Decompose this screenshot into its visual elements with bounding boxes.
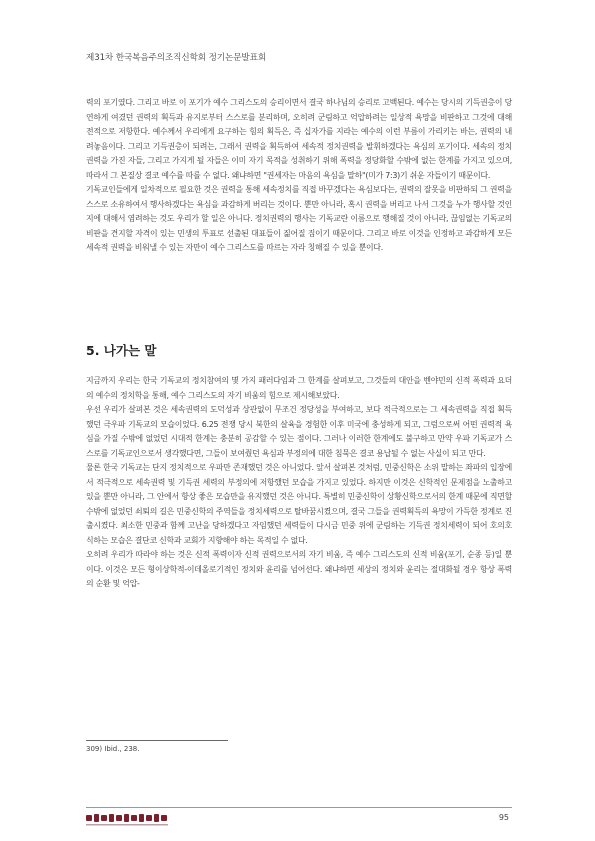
society-logo — [86, 813, 168, 827]
footnote-divider — [86, 740, 228, 741]
paragraph: 력의 포기였다. 그리고 바로 이 포기가 예수 그리스도의 승리이면서 결국 하나님의 승리로 고백된다. 예수는 당시의 기득권층이 당연하게 여겼던 권력의 획득과 유지로부터 스스로를 분리하며, 오히려 군림하고 억압하려는 일상적 욕망을 비판하고 그것에 대해 전적으로 저항한다. 예수께서 우리에게 요구하는 힘의 획득은, 즉 십자가를 지라는 예수의 이런 부름이 가리키는 바는, 권력의 내려놓음이다. 그리고 기득권층이 되려는, 그래서 권력을 획득하여 세속적 정치권력을 발휘하겠다는 욕심의 포기이다. 세속의 정치권력을 가진 자들, 그리고 가지게 될 자들은 이미 자기 목적을 성취하기 위해 폭력을 정당화할 수밖에 없는 한계를 가지고 있으며, 따라서 그 본질상 결코 예수를 따를 수 없다. 왜냐하면 "권세자는 마음의 욕심을 말하"(미가 7:3)기 쉬운 자들이기 때문이다. — [86, 98, 512, 180]
paragraph: 우선 우리가 살펴본 것은 세속권력의 도덕성과 상관없이 무조건 정당성을 부여하고, 보다 적극적으로는 그 세속권력을 직접 획득했던 극우파 기독교의 모습이었다. 6.25 전쟁 당시 북한의 살육을 경험한 이후 미국에 충성하게 되고, 그럼으로써 어떤 권력적 욕심을 가질 수밖에 없었던 시대적 한계는 충분히 공감할 수 있는 점이다. 그러나 이러한 한계에도 불구하고 만약 우파 기독교가 스스로를 기독교인으로서 생각했다면, 그들이 보여줬던 욕심과 부정의에 대한 침묵은 결코 용납될 수 없는 사실이 되고 만다. — [86, 405, 512, 458]
body-text-block — [86, 374, 512, 592]
paragraph: 오히려 우리가 따라야 하는 것은 신적 폭력이자 신적 권력으로서의 자기 비움, 즉 예수 그리스도의 신적 비움(포기, 순종 등)일 뿐이다. 이것은 모든 형이상학적-이데올로기적인 정치와 윤리를 넘어선다. 왜냐하면 세상의 정치와 윤리는 절대화될 경우 항상 폭력의 순환 및 억압- — [86, 550, 512, 588]
footnote: 309) Ibid., 238. — [86, 745, 140, 753]
paragraph: 지금까지 우리는 한국 기독교의 정치참여의 몇 가지 패러다임과 그 한계를 살펴보고, 그것들의 대안을 벤야민의 신적 폭력과 요더의 예수의 정치학을 통해, 예수 그리스도의 자기 비움의 힘으로 제시해보았다. — [86, 376, 512, 400]
body-text-block — [86, 96, 512, 256]
section-heading: 5. 나가는 말 — [86, 343, 157, 358]
paragraph: 물론 한국 기독교는 단지 정치적으로 우파만 존재했던 것은 아니었다. 앞서 살펴본 것처럼, 민중신학은 소위 말하는 좌파의 입장에서 적극적으로 세속권력 및 기득권 세력의 부정의에 저항했던 모습을 가지고 있었다. 하지만 이것은 신학적인 문제점을 노출하고 있을 뿐만 아니라, 그 안에서 항상 좋은 모습만을 유지했던 것은 아니다. 특별히 민중신학이 상황신학으로서의 한계 때문에 직면할 수밖에 없었던 쇠퇴의 길은 민중신학의 주역들을 정치세력으로 탈바꿈시켰으며, 결국 그들을 권력획득의 욕망이 가득한 정계로 진출시켰다. 최소한 민중과 함께 고난을 당하겠다고 자임했던 세력들이 다시금 민중 위에 군림하는 기득권 정치세력이 되어 호의호식하는 모습은 결단코 신학과 교회가 지향해야 하는 목적일 수 없다. — [86, 463, 512, 545]
running-header: 제31차 한국복음주의조직신학회 정기논문발표회 — [86, 53, 267, 63]
footer-divider — [86, 807, 512, 808]
page-number: 95 — [498, 813, 509, 822]
paragraph: 기독교인들에게 일차적으로 필요한 것은 권력을 통해 세속정치를 직접 바꾸겠다는 욕심보다는, 권력의 잘못을 비판하되 그 권력을 스스로 소유하여서 행사하겠다는 욕심을 과감하게 버리는 것이다. 뿐만 아니라, 혹시 권력을 버리고 나서 그것을 누가 행사할 것인지에 대해서 염려하는 것도 우리가 할 일은 아니다. 정치권력의 행사는 기독교란 이름으로 행해질 것이 아니라, 끊임없는 기독교의 비판을 견지할 자격이 있는 민생의 투표로 선출된 대표들이 짊어질 짐이기 때문이다. 그리고 바로 이것을 인정하고 과감하게 모든 세속적 권력을 비워낼 수 있는 자만이 예수 그리스도를 따르는 자라 칭해질 수 있을 뿐이다. — [86, 185, 512, 252]
